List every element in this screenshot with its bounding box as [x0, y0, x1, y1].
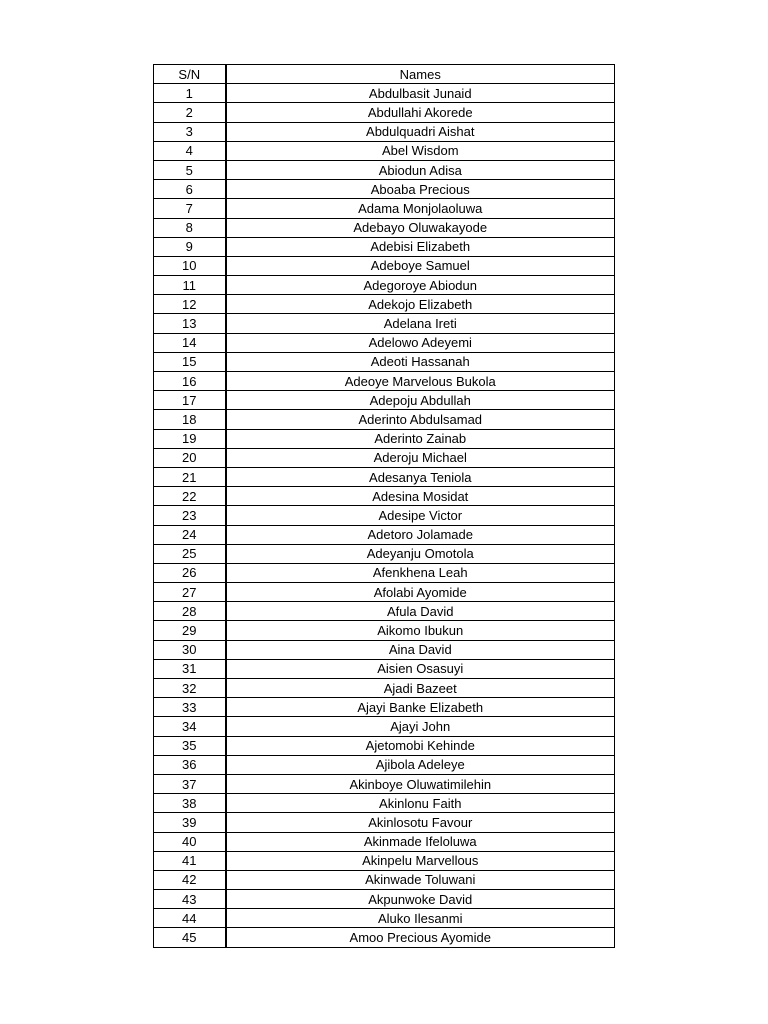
table-row [154, 679, 615, 698]
names-table [153, 64, 615, 948]
serial-number-cell: 9 [154, 237, 226, 256]
table-row [154, 602, 615, 621]
table-row [154, 256, 615, 275]
serial-number-cell: 32 [154, 679, 226, 698]
table-row [154, 276, 615, 295]
serial-number-cell: 45 [154, 928, 226, 947]
table-row [154, 890, 615, 909]
name-cell: Adepoju Abdullah [226, 391, 615, 410]
table-row [154, 621, 615, 640]
serial-number-cell: 4 [154, 141, 226, 160]
table-row [154, 333, 615, 352]
table-header-row [154, 65, 615, 84]
name-cell: Abdullahi Akorede [226, 103, 615, 122]
serial-number-cell: 40 [154, 832, 226, 851]
name-cell: Adesipe Victor [226, 506, 615, 525]
name-cell: Adeoye Marvelous Bukola [226, 372, 615, 391]
serial-number-cell: 41 [154, 851, 226, 870]
name-cell: Akinwade Toluwani [226, 870, 615, 889]
table-row [154, 352, 615, 371]
table-row [154, 851, 615, 870]
table-row [154, 506, 615, 525]
name-cell: Abdulquadri Aishat [226, 122, 615, 141]
serial-number-cell: 27 [154, 583, 226, 602]
name-cell: Aderinto Zainab [226, 429, 615, 448]
serial-number-cell: 42 [154, 870, 226, 889]
serial-number-cell: 31 [154, 659, 226, 678]
name-cell: Adebisi Elizabeth [226, 237, 615, 256]
serial-number-cell: 38 [154, 794, 226, 813]
serial-number-cell: 33 [154, 698, 226, 717]
name-cell: Abiodun Adisa [226, 160, 615, 179]
name-cell: Adeoti Hassanah [226, 352, 615, 371]
serial-number-cell: 35 [154, 736, 226, 755]
serial-number-cell: 8 [154, 218, 226, 237]
name-cell: Adekojo Elizabeth [226, 295, 615, 314]
serial-number-cell: 37 [154, 774, 226, 793]
serial-number-cell: 5 [154, 160, 226, 179]
table-row [154, 141, 615, 160]
table-row [154, 794, 615, 813]
name-cell: Adetoro Jolamade [226, 525, 615, 544]
table-row [154, 736, 615, 755]
serial-number-cell: 16 [154, 372, 226, 391]
name-cell: Adelana Ireti [226, 314, 615, 333]
serial-number-cell: 14 [154, 333, 226, 352]
serial-number-cell: 24 [154, 525, 226, 544]
name-cell: Akinlonu Faith [226, 794, 615, 813]
serial-number-cell: 22 [154, 487, 226, 506]
name-cell: Afolabi Ayomide [226, 583, 615, 602]
table-row [154, 391, 615, 410]
table-row [154, 199, 615, 218]
serial-number-cell: 1 [154, 84, 226, 103]
name-cell: Akinpelu Marvellous [226, 851, 615, 870]
table-row [154, 832, 615, 851]
table-row [154, 160, 615, 179]
serial-number-cell: 23 [154, 506, 226, 525]
table-row [154, 563, 615, 582]
serial-number-cell: 36 [154, 755, 226, 774]
serial-number-cell: 2 [154, 103, 226, 122]
name-cell: Aina David [226, 640, 615, 659]
table-row [154, 717, 615, 736]
name-cell: Adesanya Teniola [226, 467, 615, 486]
table-row [154, 928, 615, 947]
table-row [154, 122, 615, 141]
name-cell: Afula David [226, 602, 615, 621]
serial-number-cell: 30 [154, 640, 226, 659]
name-cell: Abel Wisdom [226, 141, 615, 160]
table-row [154, 237, 615, 256]
name-cell: Aderinto Abdulsamad [226, 410, 615, 429]
serial-number-cell: 39 [154, 813, 226, 832]
table-row [154, 544, 615, 563]
table-row [154, 410, 615, 429]
table-row [154, 218, 615, 237]
name-cell: Aderoju Michael [226, 448, 615, 467]
name-cell: Akpunwoke David [226, 890, 615, 909]
serial-number-cell: 10 [154, 256, 226, 275]
serial-number-cell: 21 [154, 467, 226, 486]
name-cell: Ajadi Bazeet [226, 679, 615, 698]
name-cell: Afenkhena Leah [226, 563, 615, 582]
table-row [154, 103, 615, 122]
table-row [154, 659, 615, 678]
serial-number-cell: 19 [154, 429, 226, 448]
table-row [154, 84, 615, 103]
table-row [154, 429, 615, 448]
names-header: Names [226, 65, 615, 84]
serial-number-cell: 3 [154, 122, 226, 141]
name-cell: Adegoroye Abiodun [226, 276, 615, 295]
name-cell: Adeyanju Omotola [226, 544, 615, 563]
serial-number-cell: 28 [154, 602, 226, 621]
table-row [154, 640, 615, 659]
table-row [154, 755, 615, 774]
name-cell: Ajetomobi Kehinde [226, 736, 615, 755]
serial-number-cell: 18 [154, 410, 226, 429]
table-row [154, 180, 615, 199]
table-row [154, 583, 615, 602]
table-row [154, 314, 615, 333]
name-cell: Amoo Precious Ayomide [226, 928, 615, 947]
table-row [154, 448, 615, 467]
table-body [154, 84, 615, 947]
serial-number-cell: 15 [154, 352, 226, 371]
table-row [154, 813, 615, 832]
table-row [154, 870, 615, 889]
name-cell: Ajayi John [226, 717, 615, 736]
name-cell: Aluko Ilesanmi [226, 909, 615, 928]
table-row [154, 774, 615, 793]
serial-number-cell: 29 [154, 621, 226, 640]
name-cell: Aboaba Precious [226, 180, 615, 199]
name-cell: Adama Monjolaoluwa [226, 199, 615, 218]
name-cell: Aisien Osasuyi [226, 659, 615, 678]
serial-number-cell: 44 [154, 909, 226, 928]
serial-number-cell: 25 [154, 544, 226, 563]
serial-number-cell: 43 [154, 890, 226, 909]
table-row [154, 487, 615, 506]
serial-number-cell: 26 [154, 563, 226, 582]
table-row [154, 467, 615, 486]
serial-number-cell: 6 [154, 180, 226, 199]
name-cell: Ajibola Adeleye [226, 755, 615, 774]
serial-number-cell: 11 [154, 276, 226, 295]
name-cell: Aikomo Ibukun [226, 621, 615, 640]
table-row [154, 525, 615, 544]
name-cell: Ajayi Banke Elizabeth [226, 698, 615, 717]
table-row [154, 698, 615, 717]
name-cell: Abdulbasit Junaid [226, 84, 615, 103]
name-cell: Adebayo Oluwakayode [226, 218, 615, 237]
name-cell: Akinlosotu Favour [226, 813, 615, 832]
name-cell: Akinmade Ifeloluwa [226, 832, 615, 851]
name-cell: Adelowo Adeyemi [226, 333, 615, 352]
serial-number-cell: 7 [154, 199, 226, 218]
table-row [154, 372, 615, 391]
serial-number-cell: 13 [154, 314, 226, 333]
table-row [154, 909, 615, 928]
name-cell: Adeboye Samuel [226, 256, 615, 275]
serial-number-cell: 12 [154, 295, 226, 314]
serial-number-cell: 34 [154, 717, 226, 736]
name-cell: Akinboye Oluwatimilehin [226, 774, 615, 793]
table-row [154, 295, 615, 314]
name-cell: Adesina Mosidat [226, 487, 615, 506]
serial-number-cell: 20 [154, 448, 226, 467]
sn-header: S/N [154, 65, 226, 84]
serial-number-cell: 17 [154, 391, 226, 410]
